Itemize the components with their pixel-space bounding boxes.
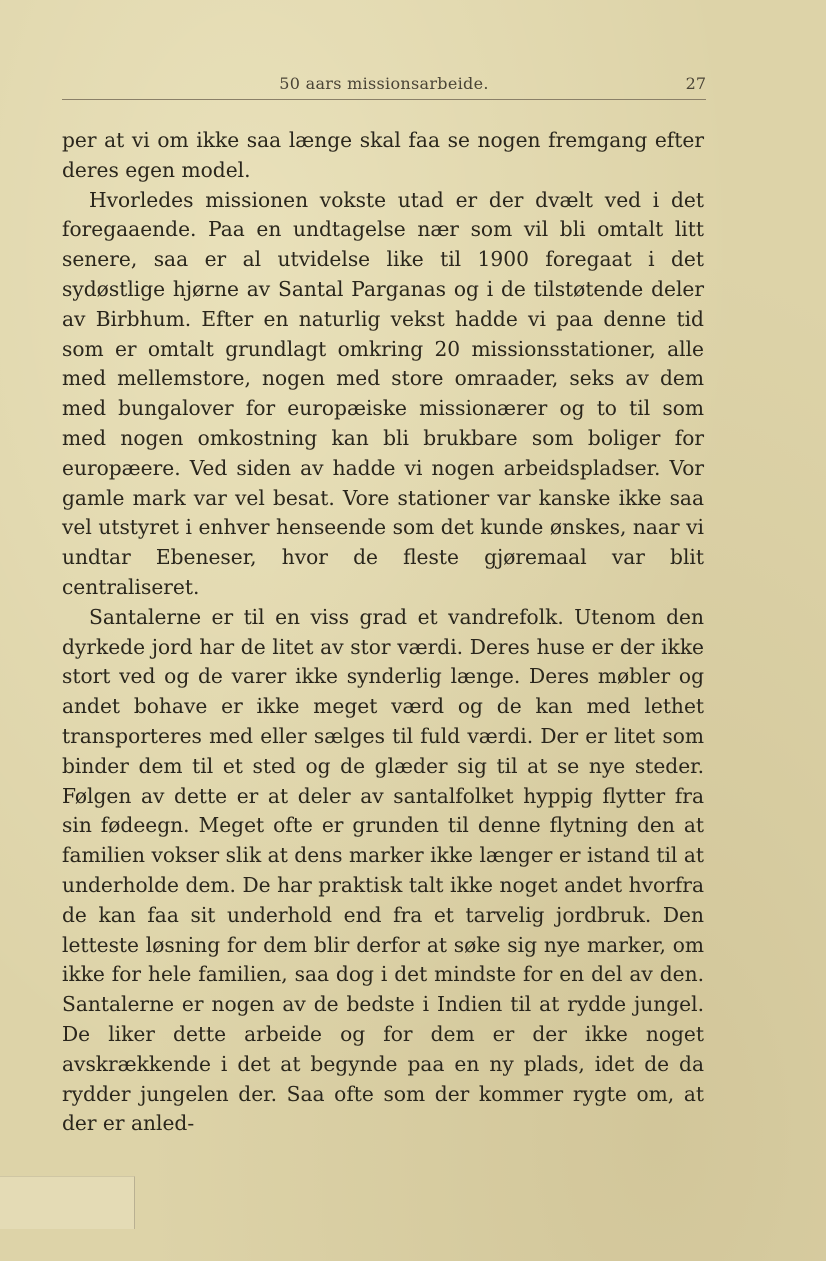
- body-text: [62, 126, 704, 1139]
- paper-tab-edge: [0, 1176, 135, 1229]
- paragraph-2: Hvorledes missionen vokste utad er der dvælt ved i det foregaaende. Paa en undtagelse nær som vil bli omtalt litt senere, saa er al utvidelse like til 1900 foregaat i det sydøstlige hjørne av Santal Parganas og i de tilstøtende deler av Birbhum. Efter en naturlig vekst hadde vi paa denne tid som er omtalt grundlagt omkring 20 missionsstationer, alle med mellemstore, nogen med store omraader, seks av dem med bungalover for europæiske missionærer og to til som med nogen omkostning kan bli brukbare som boliger for europæere. Ved siden av hadde vi nogen arbeidspladser. Vor gamle mark var vel besat. Vore stationer var kanske ikke saa vel utstyret i enhver henseende som det kunde ønskes, naar vi undtar Ebeneser, hvor de fleste gjøremaal var blit centraliseret.: [62, 187, 704, 599]
- page-number: 27: [685, 74, 706, 93]
- paragraph-1: per at vi om ikke saa længe skal faa se nogen fremgang efter deres egen model.: [62, 128, 704, 182]
- running-head-title: 50 aars missionsarbeide.: [279, 74, 489, 93]
- paragraph-3: Santalerne er til en viss grad et vandrefolk. Utenom den dyrkede jord har de litet av stor værdi. Deres huse er der ikke stort ved og de varer ikke synderlig længe. Deres møbler og andet bohave er ikke meget værd og de kan med lethet transporteres med eller sælges til fuld værdi. Der er litet som binder dem til et sted og de glæder sig til at se nye steder. Følgen av dette er at deler av santalfolket hyppig flytter fra sin fødeegn. Meget ofte er grunden til denne flytning den at familien vokser slik at dens marker ikke længer er istand til at underholde dem. De har praktisk talt ikke noget andet hvorfra de kan faa sit underhold end fra et tarvelig jordbruk. Den letteste løsning for dem blir derfor at søke sig nye marker, om ikke for hele familien, saa dog i det mindste for en del av den. Santalerne er nogen av de bedste i Indien til at rydde jungel. De liker dette arbeide og for dem er der ikke noget avskrækkende i det at begynde paa en ny plads, idet de da rydder jungelen der. Saa ofte som der kommer rygte om, at der er anled-: [62, 604, 704, 1136]
- header-rule: [62, 99, 706, 100]
- running-head: [62, 74, 706, 98]
